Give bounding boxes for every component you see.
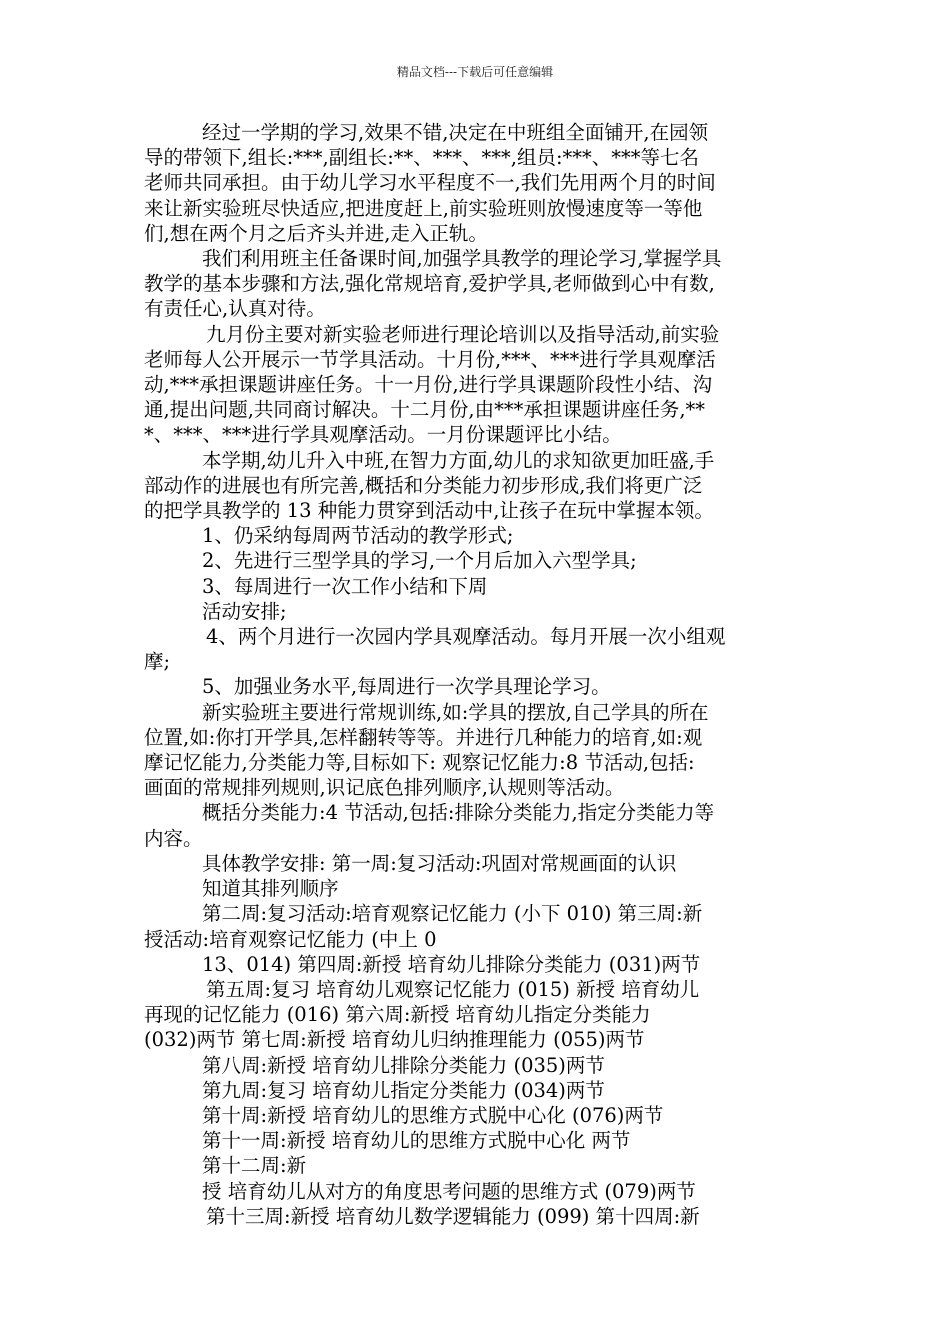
list-item: 2、先进行三型学具的学习,一个月后加入六型学具;	[202, 549, 637, 573]
schedule-line: 第十三周:新授 培育幼儿数学逻辑能力 (099) 第十四周:新	[206, 1204, 700, 1228]
schedule-line: 再现的记忆能力 (016) 第六周:新授 培育幼儿指定分类能力	[144, 1003, 651, 1027]
list-item: 4、两个月进行一次园内学具观摩活动。每月开展一次小组观	[206, 625, 726, 649]
text-line: 通,提出问题,共同商讨解决。十二月份,由***承担课题讲座任务,**	[144, 398, 706, 422]
text-line: 经过一学期的学习,效果不错,决定在中班组全面铺开,在园领	[202, 121, 709, 144]
schedule-line: (032)两节 第七周:新授 培育幼儿归纳推理能力 (055)两节	[144, 1028, 645, 1052]
text-line: 部动作的进展也有所完善,概括和分类能力初步形成,我们将更广泛	[144, 473, 703, 497]
text-line: 们,想在两个月之后齐头并进,走入正轨。	[144, 221, 488, 245]
schedule-line: 第八周:新授 培育幼儿排除分类能力 (035)两节	[202, 1053, 605, 1077]
text-line: 位置,如:你打开学具,怎样翻转等等。并进行几种能力的培育,如:观	[144, 725, 703, 749]
text-line: 摩记忆能力,分类能力等,目标如下: 观察记忆能力:8 节活动,包括:	[144, 751, 695, 775]
schedule-line: 授 培育幼儿从对方的角度思考问题的思维方式 (079)两节	[202, 1179, 696, 1203]
text-line: 教学的基本步骤和方法,强化常规培育,爱护学具,老师做到心中有数,	[144, 272, 715, 296]
text-line: 老师每人公开展示一节学具活动。十月份,***、***进行学具观摩活	[144, 347, 716, 371]
schedule-line: 具体教学安排: 第一周:复习活动:巩固对常规画面的认识	[202, 851, 677, 875]
text-line: 来让新实验班尽快适应,把进度赶上,前实验班则放慢速度等一等他	[144, 196, 703, 220]
text-line: 有责任心,认真对待。	[144, 297, 326, 321]
text-line: 本学期,幼儿升入中班,在智力方面,幼儿的求知欲更加旺盛,手	[202, 448, 715, 472]
text-line: 九月份主要对新实验老师进行理论培训以及指导活动,前实验	[206, 322, 720, 346]
schedule-line: 13、014) 第四周:新授 培育幼儿排除分类能力 (031)两节	[202, 952, 701, 976]
text-line: 我们利用班主任备课时间,加强学具教学的理论学习,掌握学具	[202, 247, 722, 271]
schedule-line: 知道其排列顺序	[202, 877, 339, 901]
text-line: 的把学具教学的 13 种能力贯穿到活动中,让孩子在玩中掌握本领。	[144, 499, 714, 523]
schedule-line: 授活动:培育观察记忆能力 (中上 0	[144, 927, 437, 951]
text-line: 活动安排;	[202, 599, 287, 623]
text-line: *、***、***进行学具观摩活动。一月份课题评比小结。	[144, 423, 622, 447]
schedule-line: 第二周:复习活动:培育观察记忆能力 (小下 010) 第三周:新	[202, 902, 703, 926]
text-line: 新实验班主要进行常规训练,如:学具的摆放,自己学具的所在	[202, 700, 709, 724]
text-line: 内容。	[144, 826, 203, 850]
text-line: 摩;	[144, 650, 171, 674]
document-body	[144, 120, 820, 1229]
text-line: 画面的常规排列规则,识记底色排列顺序,认规则等活动。	[144, 776, 625, 800]
list-item: 1、仍采纳每周两节活动的教学形式;	[202, 524, 514, 548]
schedule-line: 第十一周:新授 培育幼儿的思维方式脱中心化 两节	[202, 1129, 631, 1153]
schedule-line: 第十二周:新	[202, 1154, 307, 1178]
list-item: 5、加强业务水平,每周进行一次学具理论学习。	[202, 675, 611, 699]
page-header: 精品文档---下载后可任意编辑	[396, 65, 554, 79]
text-line: 动,***承担课题讲座任务。十一月份,进行学具课题阶段性小结、沟	[144, 373, 713, 397]
list-item: 3、每周进行一次工作小结和下周	[202, 574, 488, 598]
text-line: 老师共同承担。由于幼儿学习水平程度不一,我们先用两个月的时间	[144, 171, 716, 195]
schedule-line: 第五周:复习 培育幼儿观察记忆能力 (015) 新授 培育幼儿	[206, 977, 700, 1001]
schedule-line: 第十周:新授 培育幼儿的思维方式脱中心化 (076)两节	[202, 1103, 664, 1127]
text-line: 导的带领下,组长:***,副组长:**、***、***,组员:***、***等七名	[144, 146, 700, 170]
text-line: 概括分类能力:4 节活动,包括:排除分类能力,指定分类能力等	[202, 801, 715, 825]
schedule-line: 第九周:复习 培育幼儿指定分类能力 (034)两节	[202, 1078, 605, 1102]
